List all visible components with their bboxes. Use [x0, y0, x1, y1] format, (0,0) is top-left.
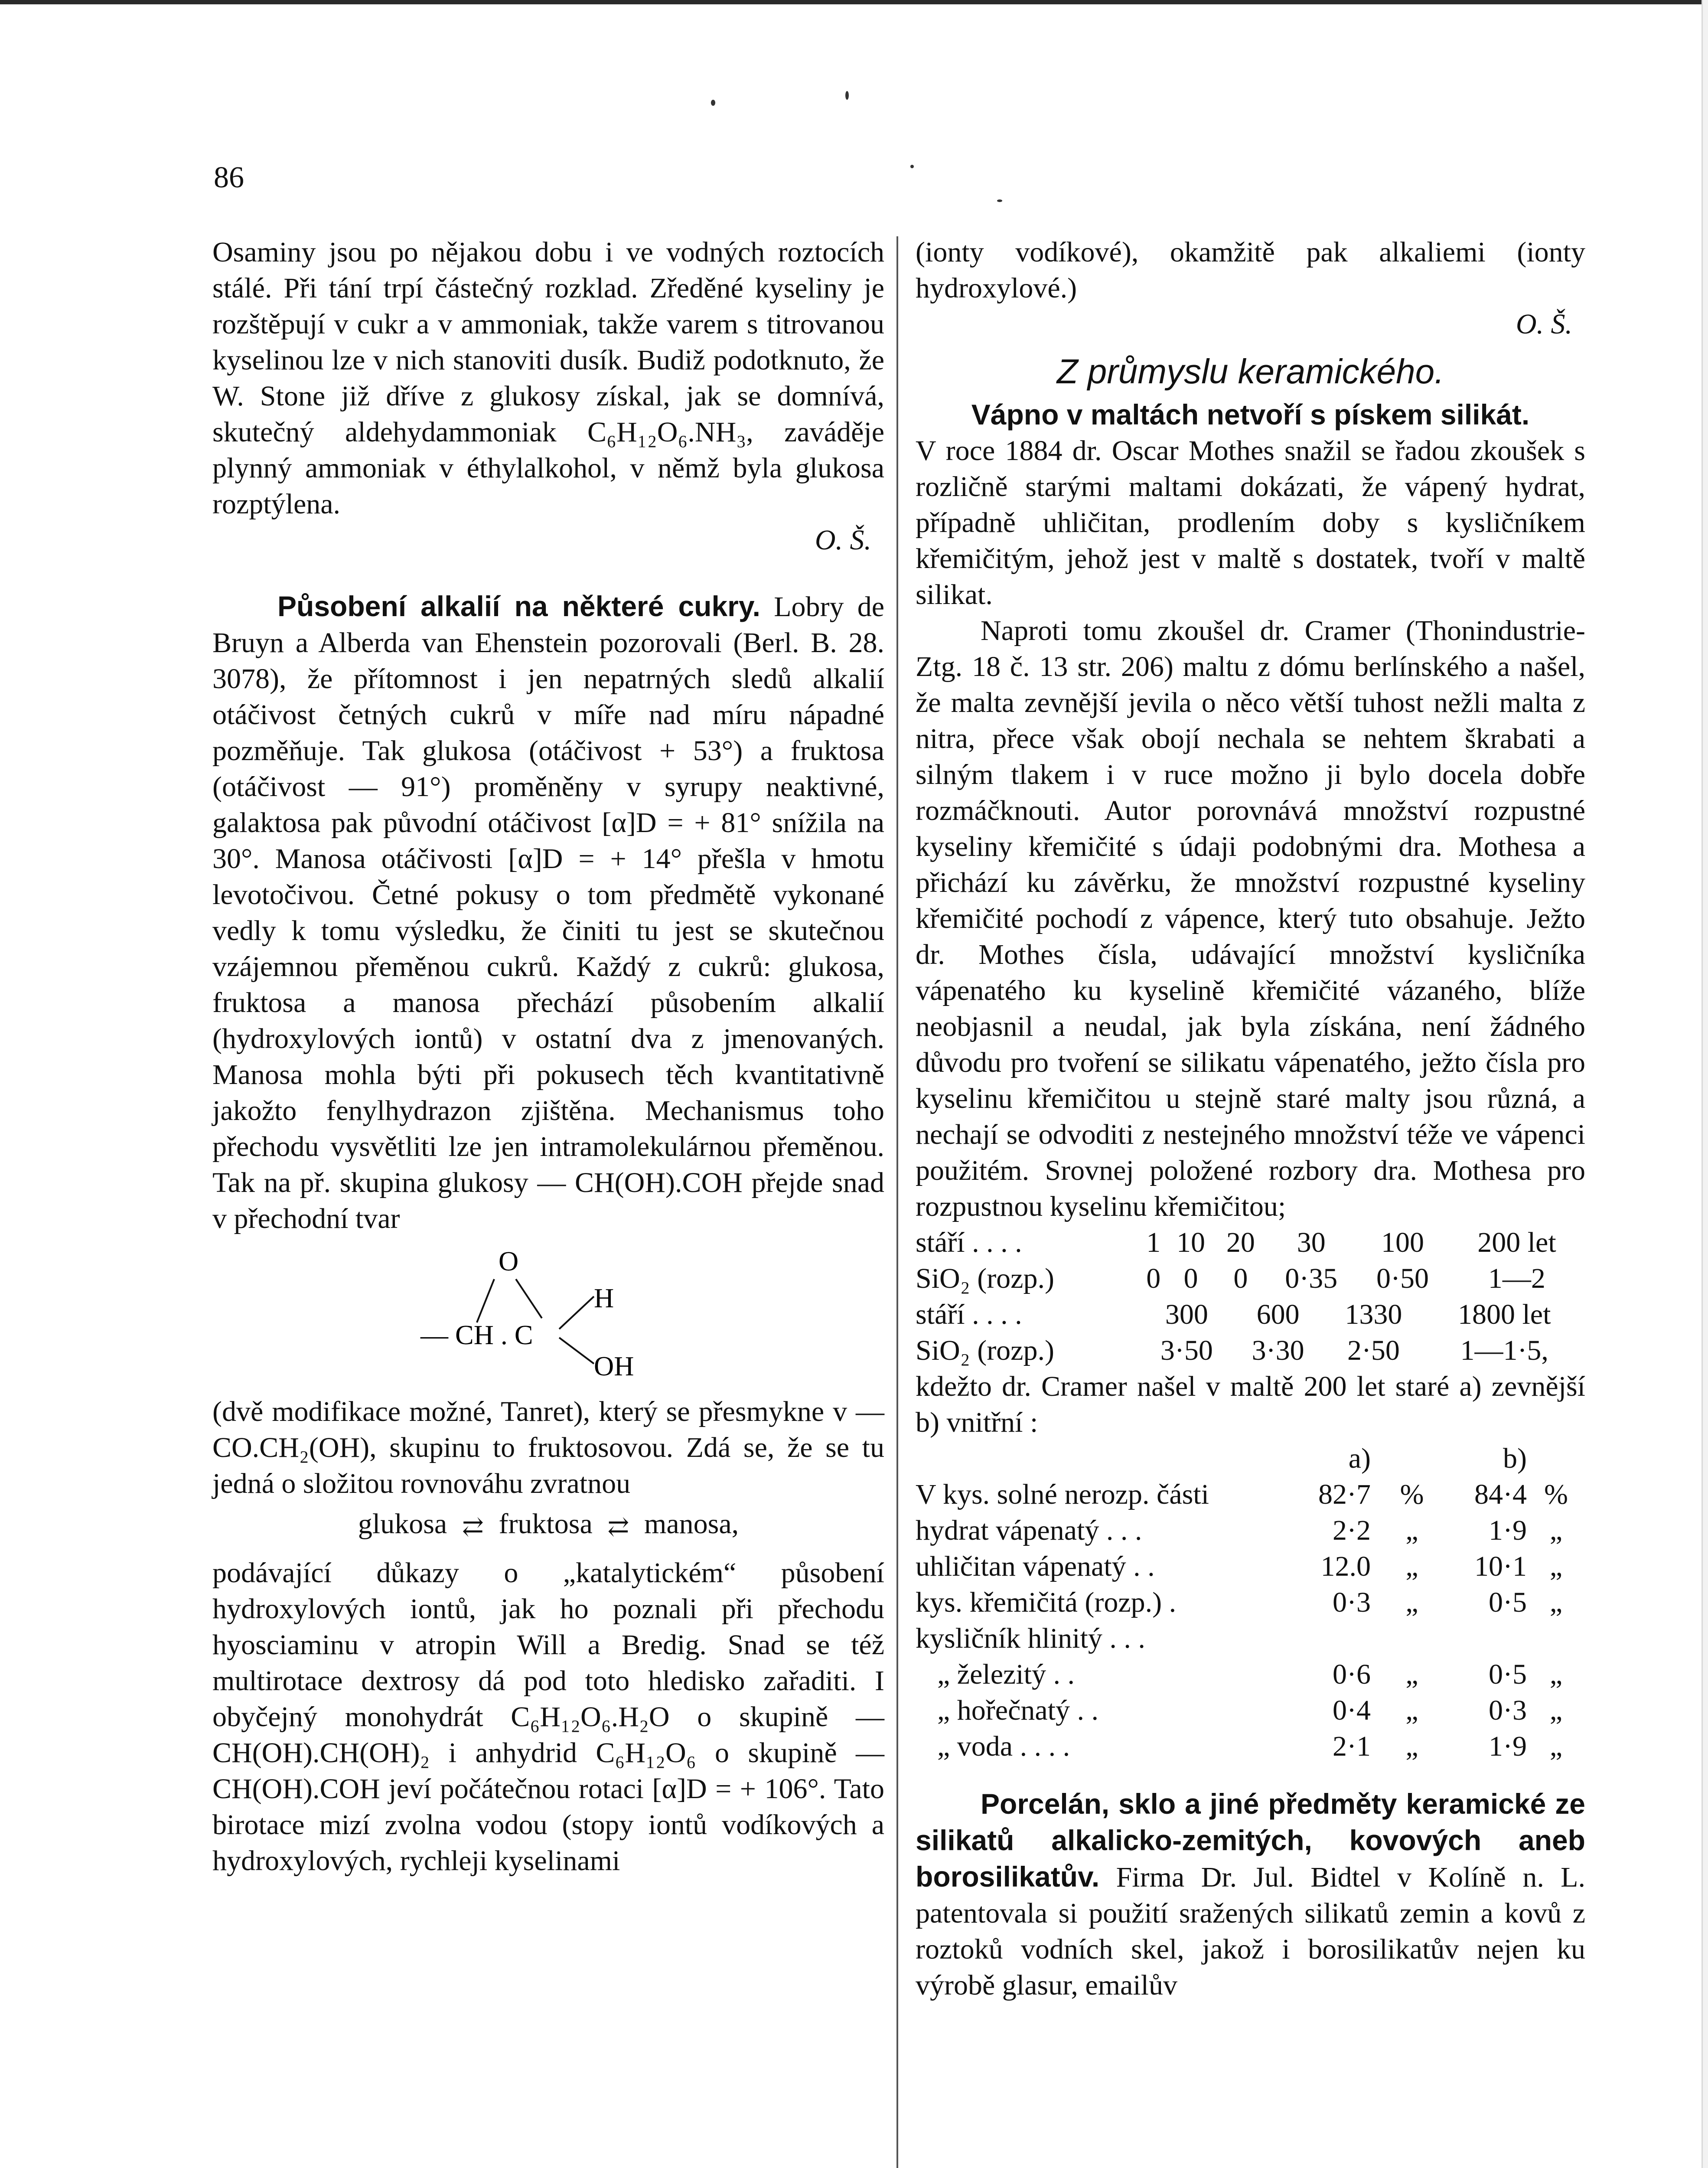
table-cell: 20 — [1226, 1227, 1255, 1258]
reversible-arrow-icon: ⇄ — [607, 1512, 629, 1541]
formula-bond — [477, 1279, 494, 1322]
table-cell: 200 let — [1477, 1227, 1556, 1258]
unit-b: „ — [1549, 1551, 1563, 1582]
article-title: Vápno v maltách netvoří s pískem silikát. — [971, 398, 1530, 431]
row-label: kys. křemičitá (rozp.) . — [916, 1587, 1177, 1618]
table-row — [916, 1296, 1585, 1332]
article-heading: Porcelán, sklo a jiné předměty keramické ze silikatů alkalicko-zemitých, kovových aneb borosilikatův. — [916, 1788, 1585, 1893]
value-a: 0·4 — [1333, 1695, 1371, 1726]
table-cell: 3·30 — [1252, 1335, 1304, 1366]
column-divider — [896, 236, 898, 2168]
paragraph-osaminy: Osaminy jsou po nějakou dobu i ve vodných roztocích stálé. Při tání trpí částečný rozklad. Zředěné kyseliny je rozštěpují v cukr a v ammoniak, takže varem s titrovanou kyselinou lze v nich stanoviti dusík. Budiž podotknuto, že W. Stone již dříve z glukosy získal, jak se domnívá, skutečný aldehydammoniak C₆H₁₂O₆.NH₃, zaváděje plynný ammoniak v éthylalkohol, v němž byla glukosa rozptýlena. — [212, 236, 884, 520]
article-text: Firma Dr. Jul. Bidtel v Kolíně n. L. patentovala si použití sražených silikatů zemin a kovů z roztoků vodních skel, jakož i borosilikatův nejen ku výrobě glasur, emailův — [916, 1861, 1585, 2001]
scan-speck — [997, 199, 1002, 202]
unit-b: „ — [1549, 1587, 1563, 1618]
reversible-arrow-icon: ⇄ — [462, 1512, 484, 1541]
table-cell: 0·50 — [1376, 1263, 1429, 1294]
paragraph-tanret: (dvě modifikace možné, Tanret), který se přesmykne v — CO.CH₂(OH), skupinu to fruktosovou. Zdá se, že se tu jedná o složitou rovnováhu zvratnou — [212, 1396, 884, 1499]
table-cell: 10 — [1176, 1227, 1205, 1258]
value-b: 84·4 — [1474, 1479, 1527, 1510]
value-a: 12.0 — [1320, 1551, 1371, 1582]
equilibrium-equation — [212, 1506, 884, 1542]
scan-speck — [711, 100, 715, 106]
table-cell: 300 — [1165, 1299, 1208, 1330]
structural-formula-drawing — [212, 1240, 884, 1383]
table-cell: 600 — [1256, 1299, 1300, 1330]
row-label: SiO₂ (rozp.) — [916, 1335, 1054, 1366]
value-b: 0·3 — [1489, 1695, 1527, 1726]
row-label: kysličník hlinitý . . . — [916, 1623, 1145, 1654]
value-b: 10·1 — [1474, 1551, 1527, 1582]
table-row — [916, 1512, 1585, 1548]
table-cell: 3·50 — [1160, 1335, 1213, 1366]
row-label: SiO₂ (rozp.) — [916, 1263, 1054, 1294]
value-a: 0·6 — [1333, 1659, 1371, 1690]
value-a: 2·2 — [1333, 1515, 1371, 1546]
row-label: hydrat vápenatý . . . — [916, 1515, 1142, 1546]
table-cell: 2·50 — [1347, 1335, 1400, 1366]
unit-a: „ — [1405, 1515, 1418, 1546]
unit-b: „ — [1549, 1730, 1563, 1762]
unit-b: „ — [1549, 1515, 1563, 1546]
paragraph-alkalie — [212, 588, 884, 1237]
column-header-b: b) — [1503, 1443, 1527, 1474]
author-signature: O. Š. — [815, 524, 871, 556]
spacer — [212, 558, 884, 588]
value-a: 0·3 — [1333, 1587, 1371, 1618]
unit-a: „ — [1405, 1695, 1418, 1726]
table-cell: 0·35 — [1285, 1263, 1338, 1294]
eq-manosa: manosa, — [644, 1508, 739, 1540]
article-heading: Působení alkalií na některé cukry. — [277, 590, 761, 622]
table-cell: 1 — [1146, 1227, 1161, 1258]
left-column — [212, 234, 884, 1879]
unit-a: „ — [1405, 1551, 1418, 1582]
spacer — [916, 1764, 1585, 1786]
scan-top-border — [0, 0, 1708, 4]
paragraph-ionty: (ionty vodíkové), okamžitě pak alkaliemi (ionty hydroxylové.) — [916, 236, 1585, 304]
value-b: 1·9 — [1489, 1515, 1527, 1546]
table-cell: 1—2 — [1488, 1263, 1545, 1294]
table-row — [916, 1728, 1585, 1764]
paragraph-mothes: V roce 1884 dr. Oscar Mothes snažil se řadou zkoušek s rozličně starými maltami dokázati, že vápený hydrat, případně uhličitan, prodlením doby s kysličníkem křemičitým, jehož jest v maltě s dostatek, tvoří v maltě silikat. — [916, 435, 1585, 611]
section-title: Z průmyslu keramického. — [1056, 352, 1444, 391]
row-label: uhličitan vápenatý . . — [916, 1551, 1155, 1582]
formula-bond — [559, 1338, 594, 1364]
paragraph-cramer-analysis: kdežto dr. Cramer našel v maltě 200 let staré a) zevnější b) vnitřní : — [916, 1371, 1585, 1438]
table-row — [916, 1692, 1585, 1728]
table-row — [916, 1656, 1585, 1692]
table-cell: 0 — [1233, 1263, 1248, 1294]
eq-glukosa: glukosa — [358, 1508, 447, 1540]
value-a: 82·7 — [1318, 1479, 1371, 1510]
unit-b: % — [1544, 1479, 1568, 1510]
table-cell: 0 — [1146, 1263, 1161, 1294]
column-header-a: a) — [1348, 1443, 1371, 1474]
table-row — [916, 1332, 1585, 1368]
value-b: 0·5 — [1489, 1659, 1527, 1690]
table-row — [916, 1548, 1585, 1584]
table-cell: 30 — [1297, 1227, 1326, 1258]
scan-speck — [910, 165, 914, 168]
unit-b: „ — [1549, 1695, 1563, 1726]
table-header-row — [916, 1440, 1585, 1476]
scan-speck — [845, 91, 849, 100]
table-row — [916, 1224, 1585, 1260]
structural-formula — [212, 1240, 884, 1383]
table-cell: 1—1·5, — [1460, 1335, 1548, 1366]
formula-oxygen: O — [499, 1246, 519, 1277]
eq-fruktosa: fruktosa — [499, 1508, 593, 1540]
table-cell: 1800 let — [1457, 1299, 1551, 1330]
unit-a: „ — [1405, 1659, 1418, 1690]
table-row — [916, 1476, 1585, 1512]
value-b: 1·9 — [1489, 1730, 1527, 1762]
table-cell: 1330 — [1345, 1299, 1402, 1330]
right-column — [916, 234, 1585, 2003]
unit-a: % — [1400, 1479, 1424, 1510]
table-cell: 100 — [1381, 1227, 1424, 1258]
scan-right-edge — [1701, 0, 1708, 2168]
unit-a: „ — [1405, 1730, 1418, 1762]
age-silica-table — [916, 1224, 1585, 1296]
unit-b: „ — [1549, 1659, 1563, 1690]
row-label: stáří . . . . — [916, 1227, 1022, 1258]
unit-a: „ — [1405, 1587, 1418, 1618]
row-label: „ voda . . . . — [937, 1730, 1070, 1762]
age-silica-table-continued — [916, 1296, 1585, 1368]
formula-bond — [559, 1296, 594, 1329]
formula-bond — [516, 1279, 542, 1318]
table-cell: 0 — [1183, 1263, 1198, 1294]
article-text: Lobry de Bruyn a Alberda van Ehenstein pozorovali (Berl. B. 28. 3078), že přítomnost i jen nepatrných sledů alkalií otáčivost četných cukrů v míře nad míru nápadné pozměňuje. Tak glukosa (otáčivost + 53°) a fruktosa (otáčivost — 91°) proměněny v syrupy neaktivné, galaktosa pak původní otáčivost [α]D = + 81° snížila na 30°. Manosa otáčivosti [α]D = + 14° přešla v hmotu levotočivou. Četné pokusy o tom předmětě vykonané vedly k tomu výsledku, že činiti tu jest se skutečnou vzájemnou přeměnou cukrů. Každý z cukrů: glukosa, fruktosa a manosa přechází působením alkalií (hydroxylových iontů) v ostatní dva z jmenovaných. Manosa mohla býti při pokusech těch kvantitativně jakožto fenylhydrazon zjištěna. Mechanismus toho přechodu vysvětliti lze jen intramolekulárnou přeměnou. Tak na př. skupina glukosy — CH(OH).COH přejde snad v přechodní tvar — [212, 591, 885, 1234]
table-row — [916, 1260, 1585, 1296]
row-label: „ železitý . . — [937, 1659, 1075, 1690]
formula-hydroxyl: OH — [594, 1351, 634, 1381]
analysis-table — [916, 1440, 1585, 1764]
paragraph-cramer: Naproti tomu zkoušel dr. Cramer (Thonindustrie-Ztg. 18 č. 13 str. 206) maltu z dómu berlínského a našel, že malta zevnější jevila o něco větší tuhost nežli malta z nitra, přece však obojí nechala se nehtem škrabati a silným tlakem i v ruce možno ji bylo docela dobře rozmáčknouti. Autor porovnává množství rozpustné kyseliny křemičité s údaji podobnými dra. Mothesa a přichází ku závěrku, že množství rozpustné kyseliny křemičité pochodí z vápence, který tuto obsahuje. Ježto dr. Mothes čísla, udávající množství kysličníka vápenatého ku kyselině křemičité vázaného, blíže neobjasnil a neudal, jak byla získána, není žádného důvodu pro tvoření se silikatu vápenatého, ježto čísla pro kyselinu křemičitou u stejně staré malty jsou různá, a nechají se odvoditi z nestejného množství téže ve vápenci použitém. Srovnej položené rozbory dra. Mothesa pro rozpustnou kyselinu křemičitou; — [916, 615, 1585, 1222]
table-row — [916, 1620, 1585, 1656]
table-row — [916, 1584, 1585, 1620]
row-label: stáří . . . . — [916, 1299, 1022, 1330]
author-signature: O. Š. — [1516, 308, 1572, 340]
formula-chain: — CH . C — [420, 1319, 533, 1350]
paragraph-porcelan — [916, 1786, 1585, 2003]
formula-hydrogen: H — [594, 1283, 614, 1313]
paragraph-katalyticke: podávající důkazy o „katalytickém“ působení hydroxylových iontů, jak ho poznali při přechodu hyosciaminu v atropin Will a Bredig. Snad se též multirotace dextrosy dá pod toto hledisko zařaditi. I obyčejný monohydrát C₆H₁₂O₆.H₂O o skupině — CH(OH).CH(OH)₂ i anhydrid C₆H₁₂O₆ o skupině — CH(OH).COH jeví počátečnou rotaci [α]D = + 106°. Tato birotace mizí zvolna vodou (stopy iontů vodíkových a hydroxylových, rychleji kyselinami — [212, 1557, 884, 1877]
row-label: „ hořečnatý . . — [937, 1695, 1098, 1726]
value-a: 2·1 — [1333, 1730, 1371, 1762]
value-b: 0·5 — [1489, 1587, 1527, 1618]
page-number: 86 — [214, 161, 244, 194]
row-label: V kys. solné nerozp. části — [916, 1479, 1209, 1510]
